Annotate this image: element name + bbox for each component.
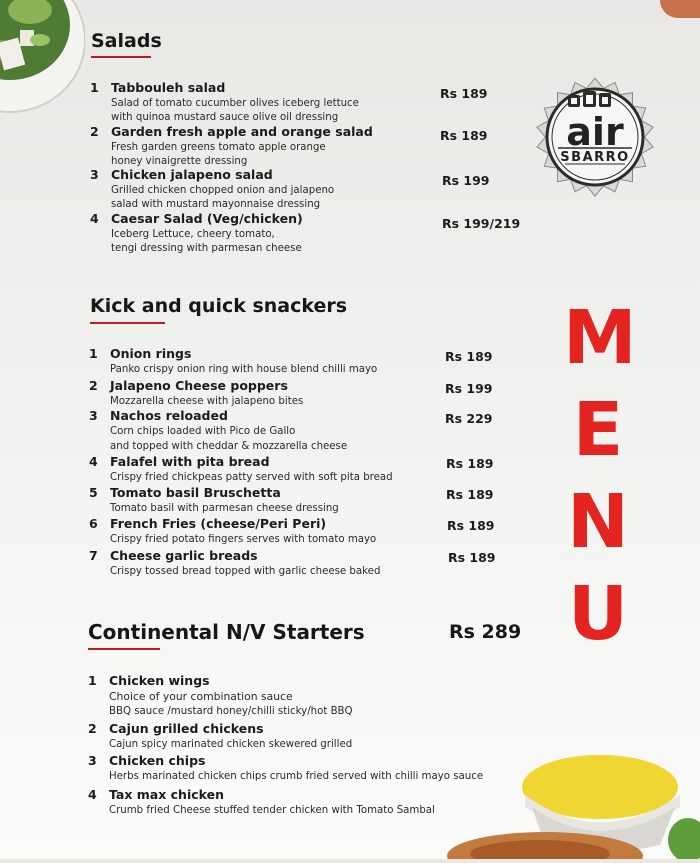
section-title: Salads [91, 30, 162, 52]
item-description: Panko crispy onion ring with house blend chilli mayo [110, 364, 378, 375]
salad-bowl-image [0, 0, 85, 130]
item-number: 3 [89, 408, 98, 423]
item-price: Rs 189 [447, 518, 495, 533]
item-name: Tabbouleh salad [111, 80, 226, 95]
air-sbarro-logo [520, 78, 670, 213]
item-name: French Fries (cheese/Peri Peri) [110, 516, 327, 531]
item-name: Tax max chicken [109, 787, 224, 802]
menu-letter: N [567, 479, 629, 565]
item-number: 1 [90, 80, 99, 95]
item-name: Nachos reloaded [110, 408, 228, 423]
item-name: Tomato basil Bruschetta [110, 485, 281, 500]
item-description: Tomato basil with parmesan cheese dressing [110, 503, 339, 514]
item-description: Cajun spicy marinated chicken skewered grilled [109, 739, 353, 750]
item-description: Salad of tomato cucumber olives iceberg lettuce [111, 98, 359, 109]
item-description: honey vinaigrette dressing [111, 156, 248, 167]
item-name: Chicken wings [109, 673, 210, 688]
item-description: Herbs marinated chicken chips crumb fried served with chilli mayo sauce [109, 771, 484, 782]
item-price: Rs 189 [440, 86, 488, 101]
item-name: Onion rings [110, 346, 192, 361]
corner-food-image [660, 0, 700, 18]
menu-letter: U [567, 571, 629, 657]
item-number: 1 [89, 346, 98, 361]
item-number: 3 [88, 753, 97, 768]
item-description: Iceberg Lettuce, cheery tomato, [111, 229, 275, 240]
item-description: Fresh garden greens tomato apple orange [111, 142, 326, 153]
item-name: Caesar Salad (Veg/chicken) [111, 211, 303, 226]
grilled-food-image [445, 820, 645, 859]
item-name: Chicken chips [109, 753, 206, 768]
item-price: Rs 199 [442, 173, 490, 188]
item-description: Crumb fried Cheese stuffed tender chicken with Tomato Sambal [109, 805, 435, 816]
item-description: Crispy tossed bread topped with garlic cheese baked [110, 566, 381, 577]
item-description: Mozzarella cheese with jalapeno bites [110, 396, 304, 407]
section-underline [90, 322, 165, 324]
item-price: Rs 189 [440, 128, 488, 143]
item-number: 2 [89, 378, 98, 393]
menu-letter: M [563, 295, 637, 381]
item-number: 2 [88, 721, 97, 736]
item-number: 1 [88, 673, 97, 688]
item-price: Rs 189 [448, 550, 496, 565]
section-underline [88, 648, 160, 650]
item-description: tengi dressing with parmesan cheese [111, 243, 302, 254]
item-number: 6 [89, 516, 98, 531]
section-underline [91, 56, 151, 58]
logo-brand: SBARRO [560, 150, 630, 165]
item-number: 3 [90, 167, 99, 182]
item-description: with quinoa mustard sauce olive oil dressing [111, 112, 339, 123]
item-description: Crispy fried chickpeas patty served with soft pita bread [110, 472, 393, 483]
item-description: Choice of your combination sauce [109, 690, 293, 703]
logo-wordmark: air [566, 110, 624, 154]
item-number: 4 [90, 211, 99, 226]
menu-letter: E [572, 387, 624, 473]
item-name: Chicken jalapeno salad [111, 167, 273, 182]
item-description: Corn chips loaded with Pico de Gallo [110, 426, 296, 437]
item-name: Falafel with pita bread [110, 454, 270, 469]
item-description: Grilled chicken chopped onion and jalapeno [111, 185, 335, 196]
item-price: Rs 199 [445, 381, 493, 396]
item-number: 7 [89, 548, 98, 563]
item-description: BBQ sauce /mustard honey/chilli sticky/hot BBQ [109, 706, 353, 717]
section-price: Rs 289 [449, 621, 522, 643]
item-name: Jalapeno Cheese poppers [110, 378, 288, 393]
item-price: Rs 189 [446, 456, 494, 471]
item-description: salad with mustard mayonnaise dressing [111, 199, 321, 210]
item-price: Rs 189 [446, 487, 494, 502]
item-number: 5 [89, 485, 98, 500]
section-title: Continental N/V Starters [88, 620, 365, 644]
item-description: and topped with cheddar & mozzarella cheese [110, 441, 348, 452]
item-number: 2 [90, 124, 99, 139]
item-number: 4 [89, 454, 98, 469]
item-number: 4 [88, 787, 97, 802]
section-title: Kick and quick snackers [90, 295, 348, 317]
item-name: Garden fresh apple and orange salad [111, 124, 373, 139]
item-price: Rs 229 [445, 411, 493, 426]
item-name: Cajun grilled chickens [109, 721, 264, 736]
item-price: Rs 189 [445, 349, 493, 364]
item-price: Rs 199/219 [442, 216, 521, 231]
item-description: Crispy fried potato fingers serves with tomato mayo [110, 534, 377, 545]
item-name: Cheese garlic breads [110, 548, 258, 563]
